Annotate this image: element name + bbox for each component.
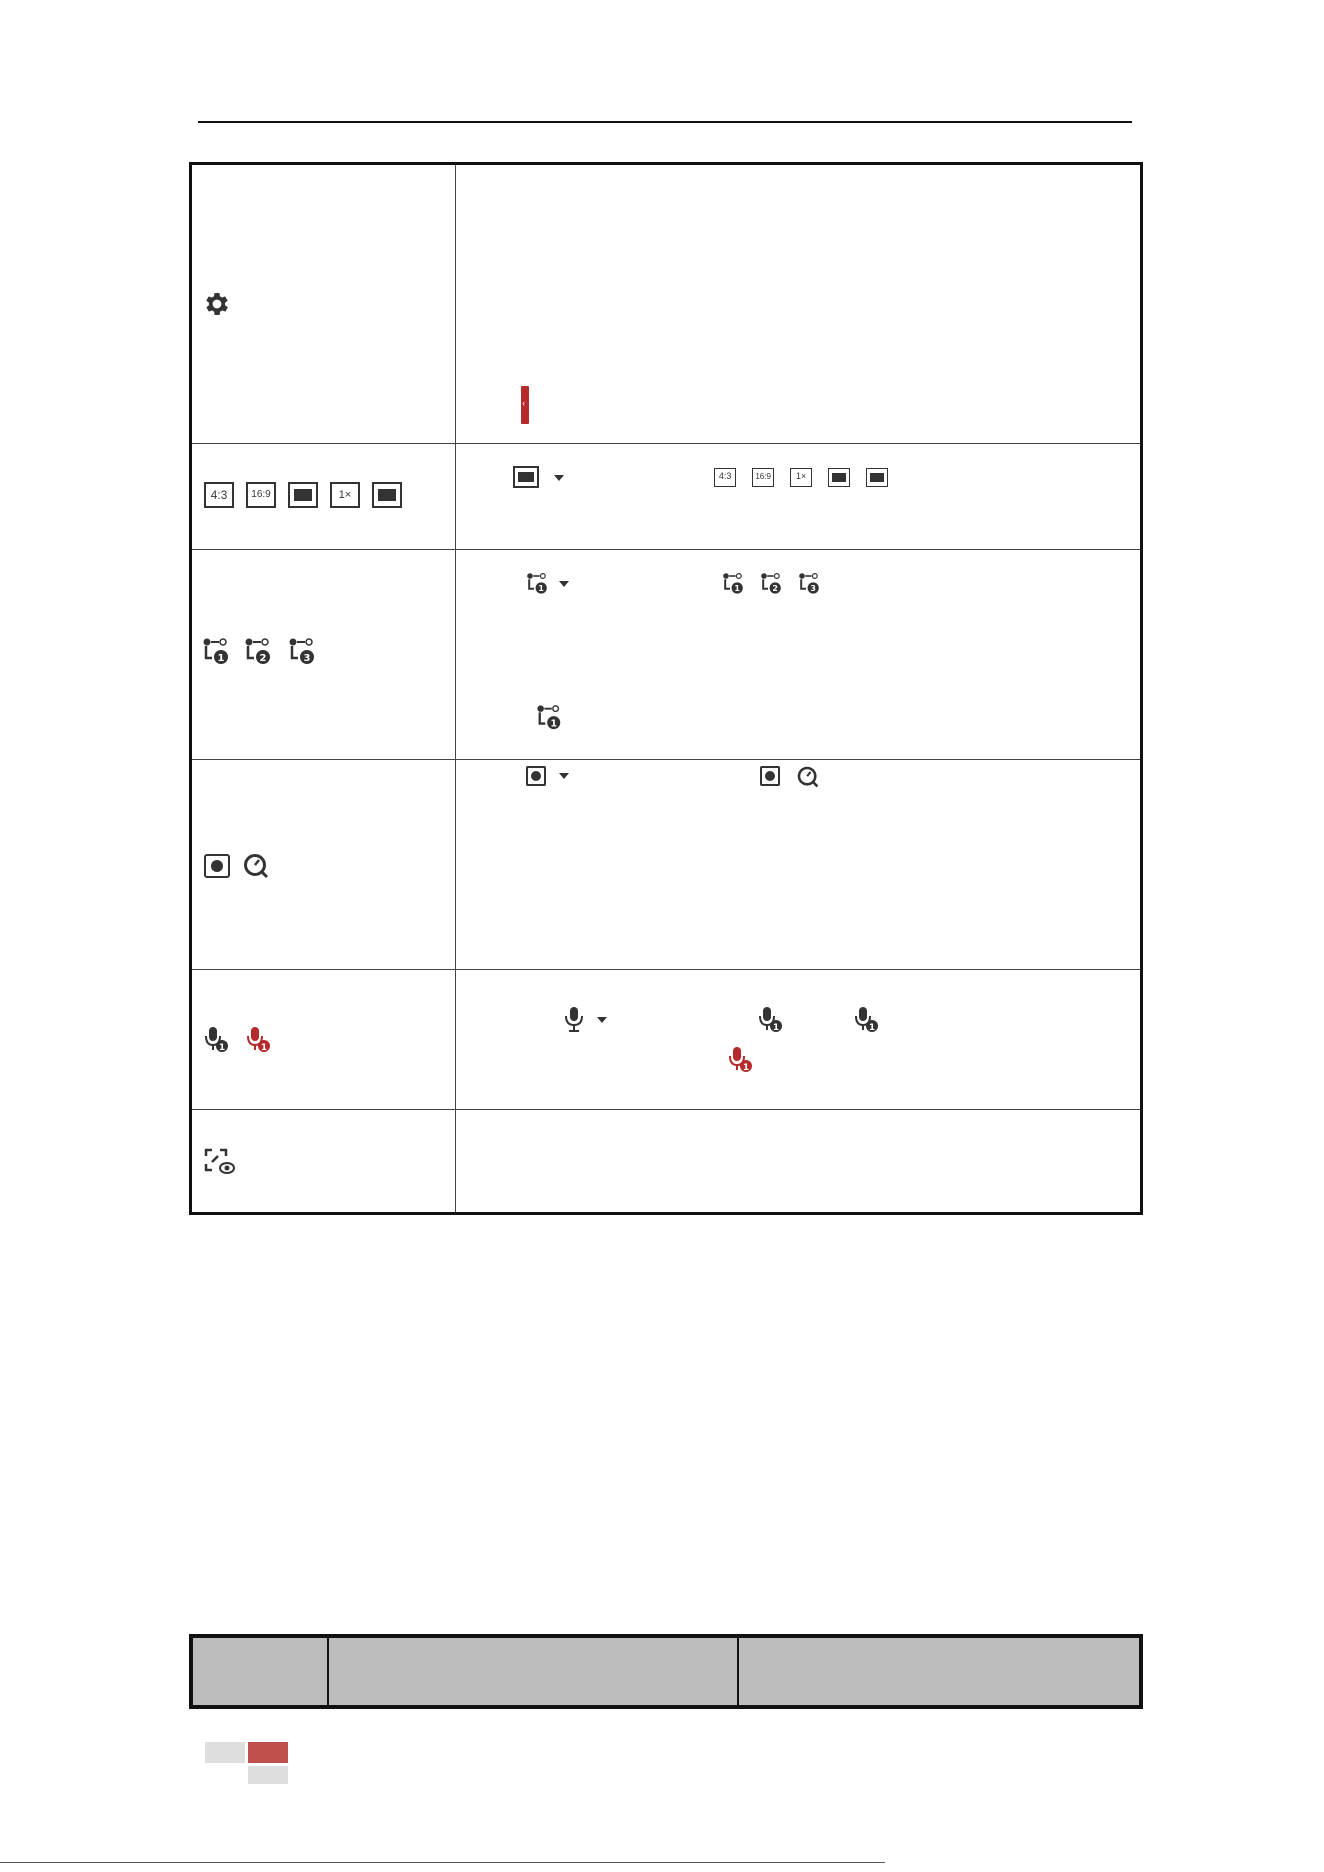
quicktime-icon (242, 852, 270, 880)
chevron-down-icon (558, 772, 570, 780)
audio-channel-icon (204, 1026, 230, 1054)
audio-channel-active-icon (728, 1046, 754, 1074)
icon-cell (191, 1110, 456, 1214)
third-stream-icon (798, 572, 822, 596)
svg-text:1: 1 (538, 584, 545, 594)
main-stream-icon (202, 638, 232, 666)
icon-description-table (189, 162, 1143, 1215)
description-cell (456, 164, 1142, 444)
audio-channel-active-icon (246, 1026, 272, 1054)
svg-text:1: 1 (550, 718, 558, 730)
icon-cell (191, 550, 456, 760)
webcomponents-icon (204, 854, 230, 878)
svg-text:1: 1 (773, 1023, 780, 1033)
header-cell (191, 1636, 328, 1707)
original-size-icon: 1× (330, 482, 360, 508)
auto-fit-dropdown-icon (513, 466, 539, 488)
auto-fit-icon (866, 468, 888, 487)
icon-cell (191, 444, 456, 550)
svg-text:3: 3 (810, 584, 817, 594)
gear-icon (202, 289, 232, 319)
chevron-down-icon (553, 474, 565, 482)
svg-text:1: 1 (218, 1043, 226, 1053)
header-cell (328, 1636, 738, 1707)
svg-text:1: 1 (260, 1043, 268, 1053)
icon-cell (191, 970, 456, 1110)
table-row (191, 760, 1142, 970)
description-cell (456, 970, 1142, 1110)
quicktime-icon (796, 765, 820, 789)
icon-cell (191, 164, 456, 444)
description-cell (456, 550, 1142, 760)
microphone-dropdown-icon (563, 1006, 585, 1034)
original-size-icon: 1× (790, 468, 812, 487)
svg-text:3: 3 (303, 653, 311, 664)
svg-text:2: 2 (772, 584, 779, 594)
full-screen-icon (828, 468, 850, 487)
description-cell (456, 760, 1142, 970)
collapse-tab-icon (521, 386, 529, 424)
svg-text:1: 1 (869, 1023, 876, 1033)
webcomponents-dropdown-icon (526, 766, 546, 786)
chevron-down-icon (596, 1016, 608, 1024)
sub-stream-icon (244, 638, 274, 666)
main-stream-icon (536, 704, 564, 732)
svg-text:1: 1 (734, 584, 741, 594)
auto-fit-icon (372, 482, 402, 508)
svg-text:1: 1 (217, 653, 225, 664)
audio-channel-icon (854, 1006, 880, 1034)
ratio-4-3-icon: 4:3 (714, 468, 736, 487)
description-cell (456, 1110, 1142, 1214)
webcomponents-icon (760, 766, 780, 786)
header-rule (198, 121, 1132, 123)
ratio-16-9-icon: 16:9 (246, 482, 276, 508)
audio-channel-icon (758, 1006, 784, 1034)
main-stream-icon (722, 572, 746, 596)
sub-stream-icon (760, 572, 784, 596)
table-row (191, 970, 1142, 1110)
chevron-down-icon (558, 580, 570, 588)
svg-text:2: 2 (259, 653, 267, 664)
svg-text:1: 1 (743, 1063, 750, 1073)
icon-cell (191, 760, 456, 970)
footer-rule (0, 1862, 885, 1863)
header-cell (738, 1636, 1141, 1707)
table-row (191, 164, 1142, 444)
third-stream-icon (288, 638, 318, 666)
table-row (191, 1110, 1142, 1214)
privacy-view-icon (204, 1148, 236, 1176)
description-cell (456, 444, 1142, 550)
table-row (191, 550, 1142, 760)
parameter-table-header (189, 1634, 1143, 1709)
table-row (191, 444, 1142, 550)
full-screen-icon (288, 482, 318, 508)
ratio-16-9-icon: 16:9 (752, 468, 774, 487)
main-stream-dropdown-icon (526, 572, 550, 596)
ratio-4-3-icon: 4:3 (204, 482, 234, 508)
